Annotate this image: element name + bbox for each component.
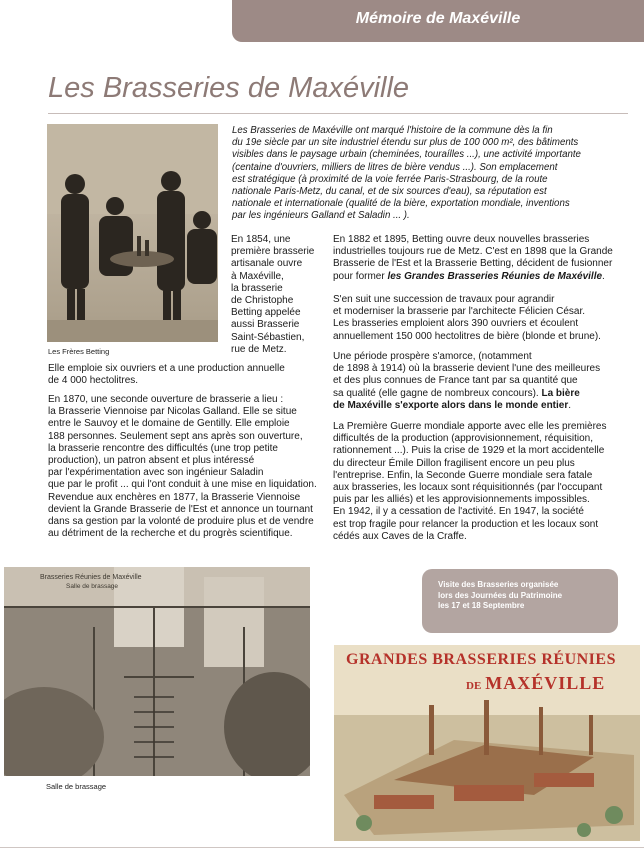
- merger-name: les Grandes Brasseries Réunies de Maxéville: [387, 270, 603, 282]
- photo2-caption: Salle de brassage: [46, 782, 107, 791]
- col2-paragraph-1: En 1882 et 1895, Betting ouvre deux nouvelles brasseries industrielles toujours rue de Metz. C'est en 1898 que la Grande Brasserie de l'Est et la Brasserie Betting, décident de fusionner pour former les Grandes Brasseries Réunies de Maxéville.: [333, 234, 613, 282]
- brewing-room-illustration: [4, 567, 310, 776]
- poster-line2: DE MAXÉVILLE: [466, 673, 606, 693]
- export-highlight-b: de Maxéville s'exporte alors dans le monde entier: [333, 399, 569, 411]
- poster-line1: GRANDES BRASSERIES RÉUNIES: [346, 651, 616, 668]
- col2-paragraph-2: S'en suit une succession de travaux pour agrandir et moderniser la brasserie par l'architecte Félicien César. Les brasseries emploient alors 390 ouvriers et écoulent annuellement 150 000 hectolitres de bière (blonde et brune).: [333, 294, 601, 342]
- section-title: Mémoire de Maxéville: [355, 10, 521, 27]
- photo-betting-brothers: [47, 124, 218, 342]
- intro-paragraph: Les Brasseries de Maxéville ont marqué l'histoire de la commune dès la fin du 19e siècle par un site industriel étendu sur plus de 100 000 m², des bâtiments visibles dans le paysage urbain (cheminées, touraílles ...), une activité importante (centaine d'ouvriers, milliers de litres de bière vendus ...). Son emplacement est stratégique (à proximité de la voie ferrée Paris-Strasbourg, de la route nationale Paris-Metz, du canal, et de six sources d'eau), sa réputation est nationale et internationale (qualité de la bière, exportation mondiale, inventions par les ingénieurs Galland et Saladin ... ).: [232, 125, 581, 222]
- col2-paragraph-3: Une période prospère s'amorce, (notamment de 1898 à 1914) où la brasserie devient l'une des meilleures et des plus connues de France tant par sa quantité que sa qualité (elle gagne de nombreux concours). La bière de Maxéville s'exporte alors dans le monde entier.: [333, 351, 601, 411]
- col2-paragraph-4: La Première Guerre mondiale apporte avec elle les premières difficultés de la production (approvisionnement, réquisition, rationnement ...). Puis la crise de 1929 et la mort accidentelle du directeur Émile Dillon fragilisent encore un peu plus l'entreprise. Enfin, la Seconde Guerre mondiale sera fatale aux brasseries, les locaux sont réquisitionnés (par l'occupant puis par les alliés) et les approvisionnements impossibles. En 1942, il y a cessation de l'activité. En 1947, la société est trop fragile pour relancer la production et les locaux sont cédés aux Caves de la Craffe.: [333, 421, 607, 542]
- col1-paragraph-1: Elle emploie six ouvriers et a une production annuelle de 4 000 hectolitres.: [48, 363, 285, 387]
- postcard-subtitle: Salle de brassage: [66, 583, 119, 590]
- page-bottom-rule: [0, 847, 644, 848]
- brewery-poster: [334, 645, 640, 841]
- col1-paragraph-2: En 1870, une seconde ouverture de brasserie a lieu : la Brasserie Viennoise par Nicolas Galland. Elle se situe entre le Sauvoy et le domaine de Gentilly. Elle emploie 188 personnes. Seulement sept ans après son ouverture, la brasserie rencontre des difficultés (une trop petite production), un patron absent et plus intéressé par l'expérimentation avec son ingénieur Saladin que par le profit ... qui l'ont conduit à une mise en liquidation. Revendue aux enchères en 1877, la Brasserie Viennoise devient la Grande Brasserie de l'Est et annonce un tournant dans sa gestion par la volonté de produire plus et de vendre au détriment de la recherche et du progrès scientifique.: [48, 394, 317, 540]
- postcard-header: Brasseries Réunies de Maxéville: [40, 574, 142, 581]
- article-title: Les Brasseries de Maxéville: [48, 72, 410, 104]
- export-highlight-a: La bière: [541, 387, 580, 399]
- heritage-visit-callout: Visite des Brasseries organisée lors des Journées du Patrimoine les 17 et 18 Septembre: [422, 569, 618, 633]
- betting-brothers-illustration: [47, 124, 218, 342]
- col1-wrap-paragraph: En 1854, une première brasserie artisanale ouvre à Maxéville, la brasserie de Christophe Betting appelée aussi Brasserie Saint-Sébastien, rue de Metz.: [231, 234, 315, 355]
- photo1-caption: Les Frères Betting: [48, 347, 110, 356]
- photo-brewing-room: [4, 567, 310, 776]
- section-banner: [232, 0, 644, 42]
- title-divider: [48, 113, 628, 114]
